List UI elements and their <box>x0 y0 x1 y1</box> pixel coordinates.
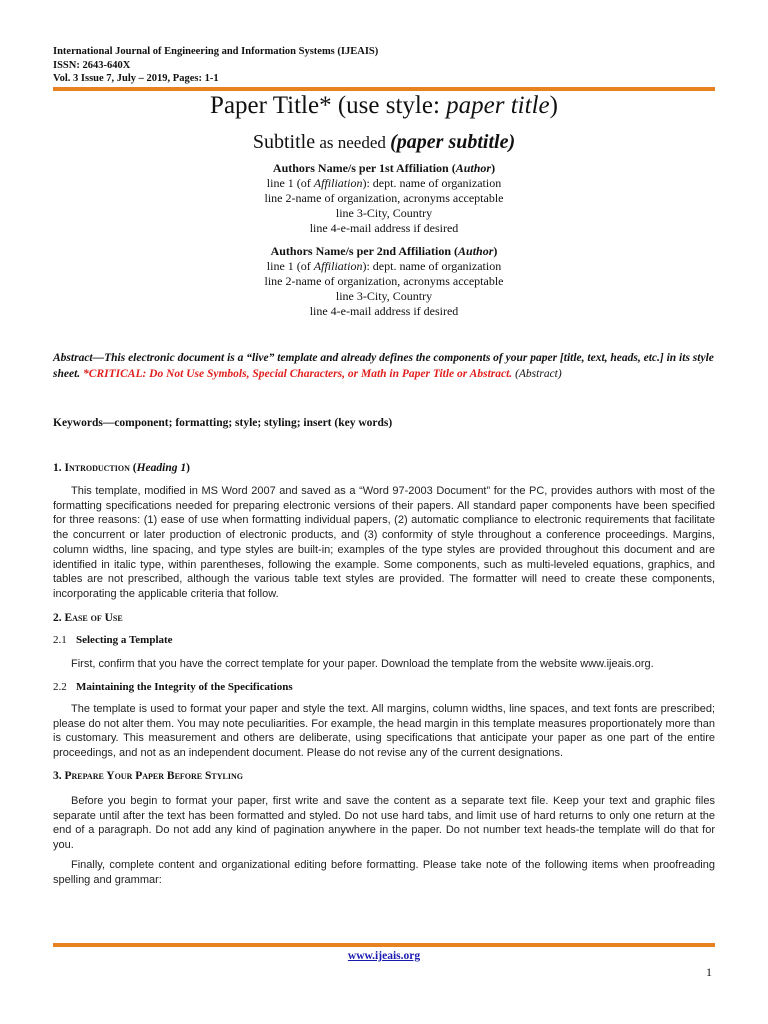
subtitle-part2: as needed <box>315 133 391 152</box>
affil-line-3: line 3-City, Country <box>335 206 433 220</box>
author-name-post: ) <box>491 161 496 175</box>
heading-tag: Heading 1 <box>136 462 187 474</box>
prepare-paragraph-1-text: Before you begin to format your paper, first write and save the content as a separate text file. Keep your text and graphic files separate until after the text has been formatted and styled. Do not use hard tabs, and limit use of hard returns to only one return at the end of a paragraph. Do not add any kind of pagination anywhere in the paper. Do not number text heads-the template will do that for you. <box>53 795 715 852</box>
title-main: Paper Title* (use style: <box>210 92 447 119</box>
heading-tag-post: ) <box>186 462 190 474</box>
abstract-tag-pre: ( <box>512 367 519 380</box>
paper-title <box>0 90 768 122</box>
author-name-post: ) <box>493 244 498 258</box>
journal-name: International Journal of Engineering and Information Systems (IJEAIS) <box>53 46 379 57</box>
abstract <box>53 351 715 382</box>
abstract-tag: Abstract <box>518 367 558 380</box>
author-name-italic: Author <box>455 161 492 175</box>
subsection-label: Maintaining the Integrity of the Specifications <box>76 681 293 693</box>
intro-paragraph <box>53 484 715 602</box>
affil-line-2: line 2-name of organization, acronyms acceptable <box>264 274 504 288</box>
heading-introduction-text: 1. Introduction <box>53 462 130 474</box>
heading-ease-of-use <box>53 612 123 624</box>
selecting-template-text: First, confirm that you have the correct template for your paper. Download the template from the website www.ijeais.org. <box>71 658 654 670</box>
affil-line1-post: ): dept. name of organization <box>362 259 502 273</box>
abstract-tag-post: ) <box>557 367 562 380</box>
affil-line-4: line 4-e-mail address if desired <box>309 221 459 235</box>
heading-selecting-template <box>53 634 173 646</box>
intro-paragraph-text: This template, modified in MS Word 2007 and saved as a “Word 97-2003 Document” for the PC, provides authors with most of the formatting specifications needed for preparing electronic versions of their papers. All standard paper components have been specified for three reasons: (1) ease of use when formatting individual papers, (2) automatic compliance to electronic requirements that facilitate the concurrent or later production of electronic products, and (3) conformity of style throughout a conference proceedings. Margins, column widths, line spacing, and type styles are built-in; examples of the type styles are provided throughout this document and are identified in italic type, within parentheses, following the example. Some components, such as multi-leveled equations, graphics, and tables are not prescribed, although the various table text styles are provided. The formatter will need to create these components, incorporating the applicable criteria that follow. <box>53 485 715 600</box>
affil-line-4: line 4-e-mail address if desired <box>309 304 459 318</box>
heading-prepare-paper <box>53 770 243 782</box>
heading-prepare-paper-text: 3. Prepare Your Paper Before Styling <box>53 770 243 782</box>
subsection-number: 2.2 <box>53 681 67 693</box>
journal-header <box>53 45 378 86</box>
abstract-critical-note: *CRITICAL: Do Not Use Symbols, Special Characters, or Math in Paper Title or Abstract. <box>83 367 513 380</box>
page-number: 1 <box>706 965 712 979</box>
keywords: Keywords—component; formatting; style; styling; insert (key words) <box>53 417 393 429</box>
author-name-pre: Authors Name/s per 1st Affiliation ( <box>272 161 456 175</box>
subsection-label: Selecting a Template <box>76 634 173 646</box>
affiliation-block-1 <box>0 161 768 236</box>
author-name-1 <box>0 161 768 176</box>
footer-website-link[interactable]: www.ijeais.org <box>347 950 421 962</box>
subtitle-part3: (paper subtitle) <box>390 131 516 153</box>
subsection-number: 2.1 <box>53 634 67 646</box>
affil-line1-italic: Affiliation <box>313 259 363 273</box>
heading-tag-pre: ( <box>129 462 137 474</box>
selecting-template-paragraph <box>53 657 715 672</box>
affil-line-2: line 2-name of organization, acronyms acceptable <box>264 191 504 205</box>
abstract-body: Abstract—This electronic document is a “live” template and already defines the components of your paper [title, text, heads, etc.] in its style sheet. <box>53 352 714 380</box>
subtitle-part1: Subtitle <box>252 131 316 153</box>
affil-line1-post: ): dept. name of organization <box>362 176 502 190</box>
author-name-pre: Authors Name/s per 2nd Affiliation ( <box>270 244 459 258</box>
prepare-paragraph-1 <box>53 794 715 853</box>
affil-line1-pre: line 1 (of <box>266 259 314 273</box>
affil-line-1 <box>0 259 768 274</box>
integrity-paragraph-text: The template is used to format your paper and style the text. All margins, column widths, line spaces, and text fonts are prescribed; please do not alter them. You may note peculiarities. For example, the head margin in this template measures proportionately more than is customary. This measurement and others are deliberate, using specifications that anticipate your paper as one part of the entire proceedings, and not as an independent document. Please do not revise any of the current designations. <box>53 703 715 760</box>
author-name-2 <box>0 244 768 259</box>
footer-divider <box>53 943 715 947</box>
paper-subtitle <box>0 129 768 156</box>
affil-line-1 <box>0 176 768 191</box>
journal-volume: Vol. 3 Issue 7, July – 2019, Pages: 1-1 <box>53 73 219 84</box>
heading-ease-of-use-text: 2. Ease of Use <box>53 612 123 624</box>
author-name-italic: Author <box>458 244 494 258</box>
journal-issn: ISSN: 2643-640X <box>53 59 131 71</box>
heading-introduction <box>53 462 190 474</box>
heading-integrity <box>53 681 293 693</box>
prepare-paragraph-2-text: Finally, complete content and organizational editing before formatting. Please take note of the following items when proofreading spelling and grammar: <box>53 859 715 886</box>
affil-line-3: line 3-City, Country <box>335 289 433 303</box>
affiliation-block-2 <box>0 244 768 319</box>
affil-line1-pre: line 1 (of <box>266 176 314 190</box>
affil-line1-italic: Affiliation <box>313 176 363 190</box>
prepare-paragraph-2 <box>53 858 715 887</box>
integrity-paragraph <box>53 702 715 761</box>
title-italic: paper title <box>446 92 550 119</box>
title-end: ) <box>549 92 558 119</box>
